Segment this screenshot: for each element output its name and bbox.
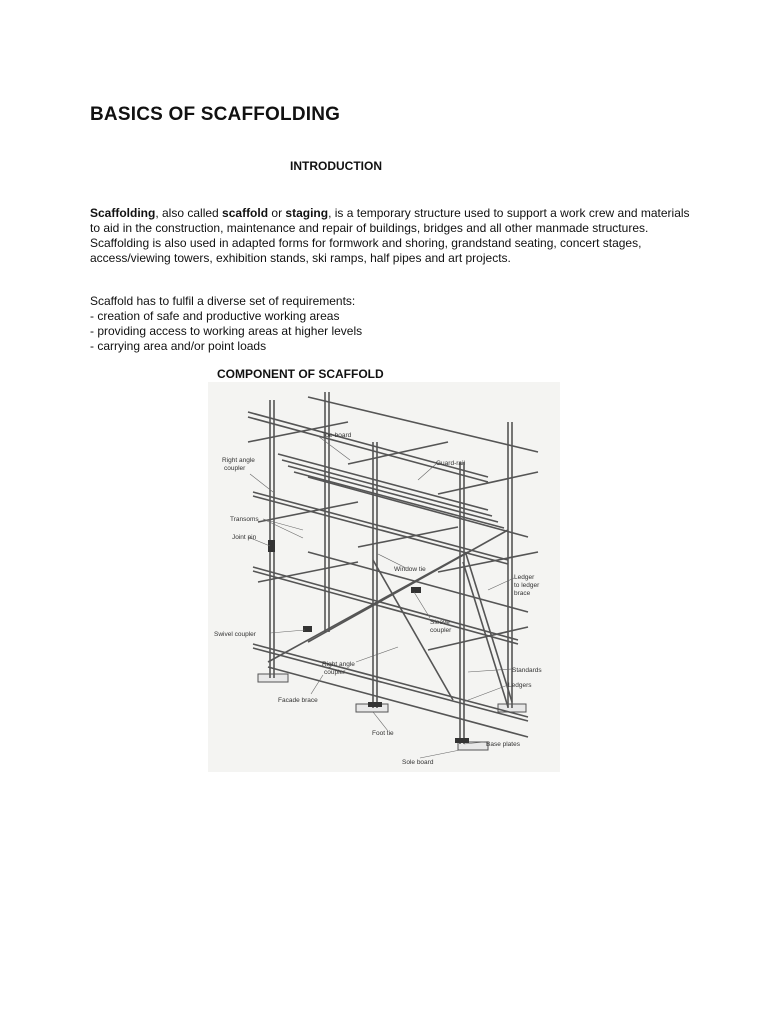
label-swivel-coupler: Swivel coupler (214, 631, 256, 638)
component-heading: COMPONENT OF SCAFFOLD (217, 367, 384, 381)
label-sleeve-coupler: Sleeve (430, 619, 450, 626)
introduction-heading: INTRODUCTION (290, 159, 382, 173)
scaffold-illustration (208, 382, 560, 772)
label-window-tie: Window tie (394, 566, 426, 573)
label-ledger-brace: brace (514, 590, 531, 597)
list-item: - providing access to working areas at higher levels (90, 324, 363, 338)
label-right-angle-coupler-top: Right angle (222, 457, 255, 464)
requirements-list (90, 309, 690, 354)
label-base-plates: Base plates (486, 741, 520, 748)
label-guard-rail: Guard-rail (436, 460, 465, 467)
label-right-angle-coupler-bottom: Right angle (322, 661, 355, 668)
document-title: BASICS OF SCAFFOLDING (90, 104, 341, 125)
label-ledger-brace: Ledger (514, 574, 535, 581)
label-transoms: Transoms (230, 516, 259, 523)
paragraph-text: , is a temporary structure used to support a work crew and materials to aid in the construction, maintenance and repair of buildings, bridges and all other manmade structures. Scaffolding is also used in adapted forms for formwork and shoring, grandstand seating, concert stages, access/viewing towers, exhibition stands, ski ramps, half pipes and art projects. (90, 206, 690, 265)
label-toe-board: Toe-board (322, 432, 352, 439)
label-foot-tie: Foot tie (372, 730, 394, 737)
requirements-intro: Scaffold has to fulfil a diverse set of requirements: (90, 294, 356, 308)
label-sole-board: Sole board (402, 759, 434, 766)
label-right-angle-coupler-bottom: coupler (324, 669, 346, 676)
requirements-section (90, 294, 690, 354)
list-item: - creation of safe and productive working areas (90, 309, 340, 323)
paragraph-text: or (268, 206, 286, 220)
label-standards: Standards (512, 667, 542, 674)
label-right-angle-coupler-top: coupler (224, 465, 246, 472)
label-ledgers: Ledgers (508, 682, 532, 689)
paragraph-text: , also called (155, 206, 223, 220)
scaffold-diagram (208, 382, 560, 772)
term-scaffold: scaffold (222, 206, 269, 220)
label-ledger-brace: to ledger (514, 582, 540, 589)
term-scaffolding: Scaffolding (90, 206, 156, 220)
label-facade-brace: Facade brace (278, 697, 318, 704)
label-sleeve-coupler: coupler (430, 627, 452, 634)
list-item: - carrying area and/or point loads (90, 339, 267, 353)
term-staging: staging (285, 206, 329, 220)
label-joint-pin: Joint pin (232, 534, 257, 541)
intro-paragraph (90, 206, 690, 266)
